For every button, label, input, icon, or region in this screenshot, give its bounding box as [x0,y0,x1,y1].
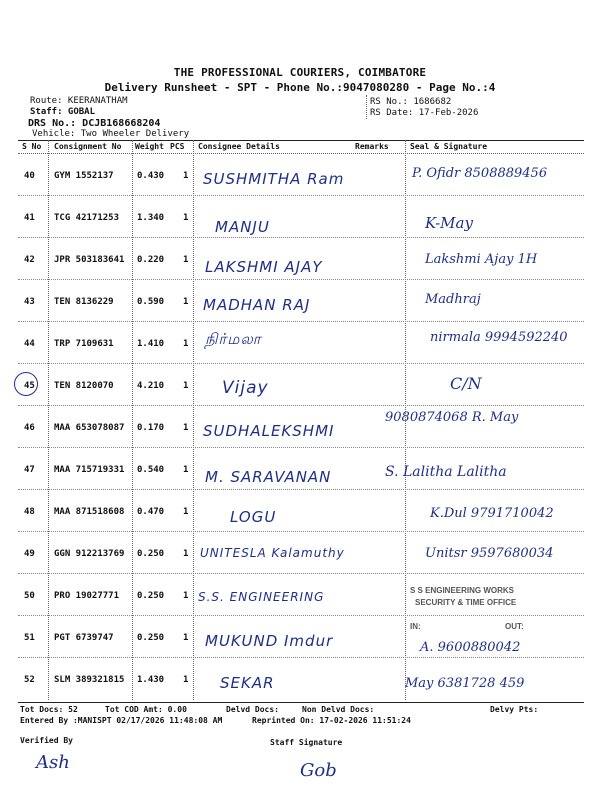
drs-number: DRS No.: DCJB168668204 [28,118,161,129]
row-sno: 44 [24,339,35,349]
vehicle: Vehicle: Two Wheeler Delivery [32,129,190,139]
row-consignee-handwriting: SUSHMITHA Ram [203,170,345,188]
total-docs: Tot Docs: 52 [20,705,78,714]
stamp-out: OUT: [505,622,524,631]
staff-signature-label: Staff Signature [270,738,343,747]
meta-divider [366,95,367,119]
row-signature: K-May [425,214,473,232]
row-sno: 43 [24,297,35,307]
row-pcs: 1 [183,591,189,601]
reprinted-on: Reprinted On: 17-02-2026 11:51:24 [252,716,411,725]
row-signature: 9080874068 R. May [385,410,519,425]
footer-rule [18,702,584,703]
verified-by-signature: Ash [36,752,70,773]
row-signature: C/N [450,374,482,393]
row-weight: 0.170 [137,423,165,433]
col-pcs: PCS [170,142,185,151]
row-signature: A. 9600880042 [420,640,521,655]
table-row [0,364,600,406]
row-signature: P. Ofidr 8508889456 [412,166,548,181]
table-row [0,574,600,616]
row-pcs: 1 [183,465,189,475]
row-signature: May 6381728 459 [405,676,525,691]
row-sno: 51 [24,633,35,643]
col-remarks: Remarks [355,142,389,151]
row-sno: 48 [24,507,35,517]
row-signature: Unitsr 9597680034 [425,546,554,561]
row-weight: 0.590 [137,297,165,307]
row-pcs: 1 [183,633,189,643]
row-signature: K.Dul 9791710042 [430,506,554,521]
row-weight: 1.340 [137,213,165,223]
row-pcs: 1 [183,675,189,685]
row-signature: Lakshmi Ajay 1H [425,252,538,267]
row-consignment: TCG 42171253 [54,213,120,223]
row-weight: 0.250 [137,591,165,601]
row-weight: 1.410 [137,339,165,349]
row-consignment: TEN 8120070 [54,381,114,391]
row-pcs: 1 [183,213,189,223]
row-signature: Madhraj [425,292,481,307]
row-weight: 0.250 [137,633,165,643]
row-weight: 0.220 [137,255,165,265]
verified-by-label: Verified By [20,736,73,745]
row-weight: 4.210 [137,381,165,391]
row-pcs: 1 [183,297,189,307]
row-weight: 0.250 [137,549,165,559]
row-consignee-handwriting: MADHAN RAJ [203,296,311,314]
row-consignment: MAA 653078087 [54,423,125,433]
row-consignment: JPR 503183641 [54,255,125,265]
row-weight: 0.470 [137,507,165,517]
row-consignee-handwriting: நிர்மலா [205,330,262,348]
row-signature: S. Lalitha Lalitha [385,464,507,480]
rs-number: RS No.: 1686682 [370,97,452,107]
row-consignee-handwriting: S.S. ENGINEERING [198,590,325,604]
row-consignment: SLM 389321815 [54,675,125,685]
col-consignee: Consignee Details [198,142,280,151]
row-consignee-handwriting: MANJU [215,218,270,236]
row-sno: 47 [24,465,35,475]
row-consignment: TEN 8136229 [54,297,114,307]
row-pcs: 1 [183,339,189,349]
entered-by: Entered By :MANISPT 02/17/2026 11:48:08 AM [20,716,223,725]
staff-signature: Gob [300,760,337,781]
rs-date: RS Date: 17-Feb-2026 [370,108,479,118]
row-weight: 1.430 [137,675,165,685]
row-consignee-handwriting: M. SARAVANAN [205,468,332,486]
row-pcs: 1 [183,381,189,391]
stamp-line-1: S S ENGINEERING WORKS [410,586,515,595]
row-sno: 46 [24,423,35,433]
row-consignment: PRO 19027771 [54,591,120,601]
total-cod: Tot COD Amt: 0.00 [105,705,187,714]
delivered-docs: Delvd Docs: [226,705,279,714]
row-consignee-handwriting: UNITESLA Kalamuthy [200,546,345,560]
row-sno: 42 [24,255,35,265]
row-consignment: MAA 871518608 [54,507,125,517]
staff: Staff: GOBAL [30,107,96,117]
row-sno: 45 [24,381,35,391]
col-seal: Seal & Signature [410,142,488,151]
row-sno: 52 [24,675,35,685]
table-row [0,280,600,322]
table-row [0,322,600,364]
table-row [0,406,600,448]
document-subtitle: Delivery Runsheet - SPT - Phone No.:9047080280 - Page No.:4 [104,81,496,94]
stamp-in: IN: [410,622,421,631]
row-consignee-handwriting: LOGU [230,508,277,526]
col-weight: Weight [135,142,164,151]
row-consignment: TRP 7109631 [54,339,114,349]
row-weight: 0.540 [137,465,165,475]
table-top-rule [18,140,584,141]
row-pcs: 1 [183,549,189,559]
row-sno: 49 [24,549,35,559]
row-pcs: 1 [183,171,189,181]
row-consignee-handwriting: LAKSHMI AJAY [205,258,323,276]
row-consignment: GGN 912213769 [54,549,125,559]
table-row [0,238,600,280]
row-sno: 40 [24,171,35,181]
col-consignment: Consignment No [54,142,122,151]
row-pcs: 1 [183,507,189,517]
route: Route: KEERANATHAM [30,96,128,106]
document-title: THE PROFESSIONAL COURIERS, COIMBATORE [173,66,427,79]
table-row [0,658,600,700]
table-row [0,196,600,238]
col-sno: S No [22,142,42,151]
row-sno: 50 [24,591,35,601]
row-pcs: 1 [183,255,189,265]
row-consignee-handwriting: SUDHALEKSHMI [203,422,335,440]
delivery-points: Delvy Pts: [490,705,539,714]
table-row [0,616,600,658]
row-consignee-handwriting: SEKAR [220,674,275,692]
stamp-line-2: SECURITY & TIME OFFICE [415,598,517,607]
row-signature: nirmala 9994592240 [430,330,568,345]
table-row [0,490,600,532]
table-row [0,154,600,196]
row-weight: 0.430 [137,171,165,181]
row-consignee-handwriting: Vijay [222,378,269,398]
row-pcs: 1 [183,423,189,433]
table-row [0,448,600,490]
row-consignment: GYM 1552137 [54,171,114,181]
row-sno: 41 [24,213,35,223]
table-row [0,532,600,574]
row-consignment: PGT 6739747 [54,633,114,643]
row-consignment: MAA 715719331 [54,465,125,475]
row-consignee-handwriting: MUKUND Imdur [205,632,334,650]
non-delivered-docs: Non Delvd Docs: [302,705,375,714]
